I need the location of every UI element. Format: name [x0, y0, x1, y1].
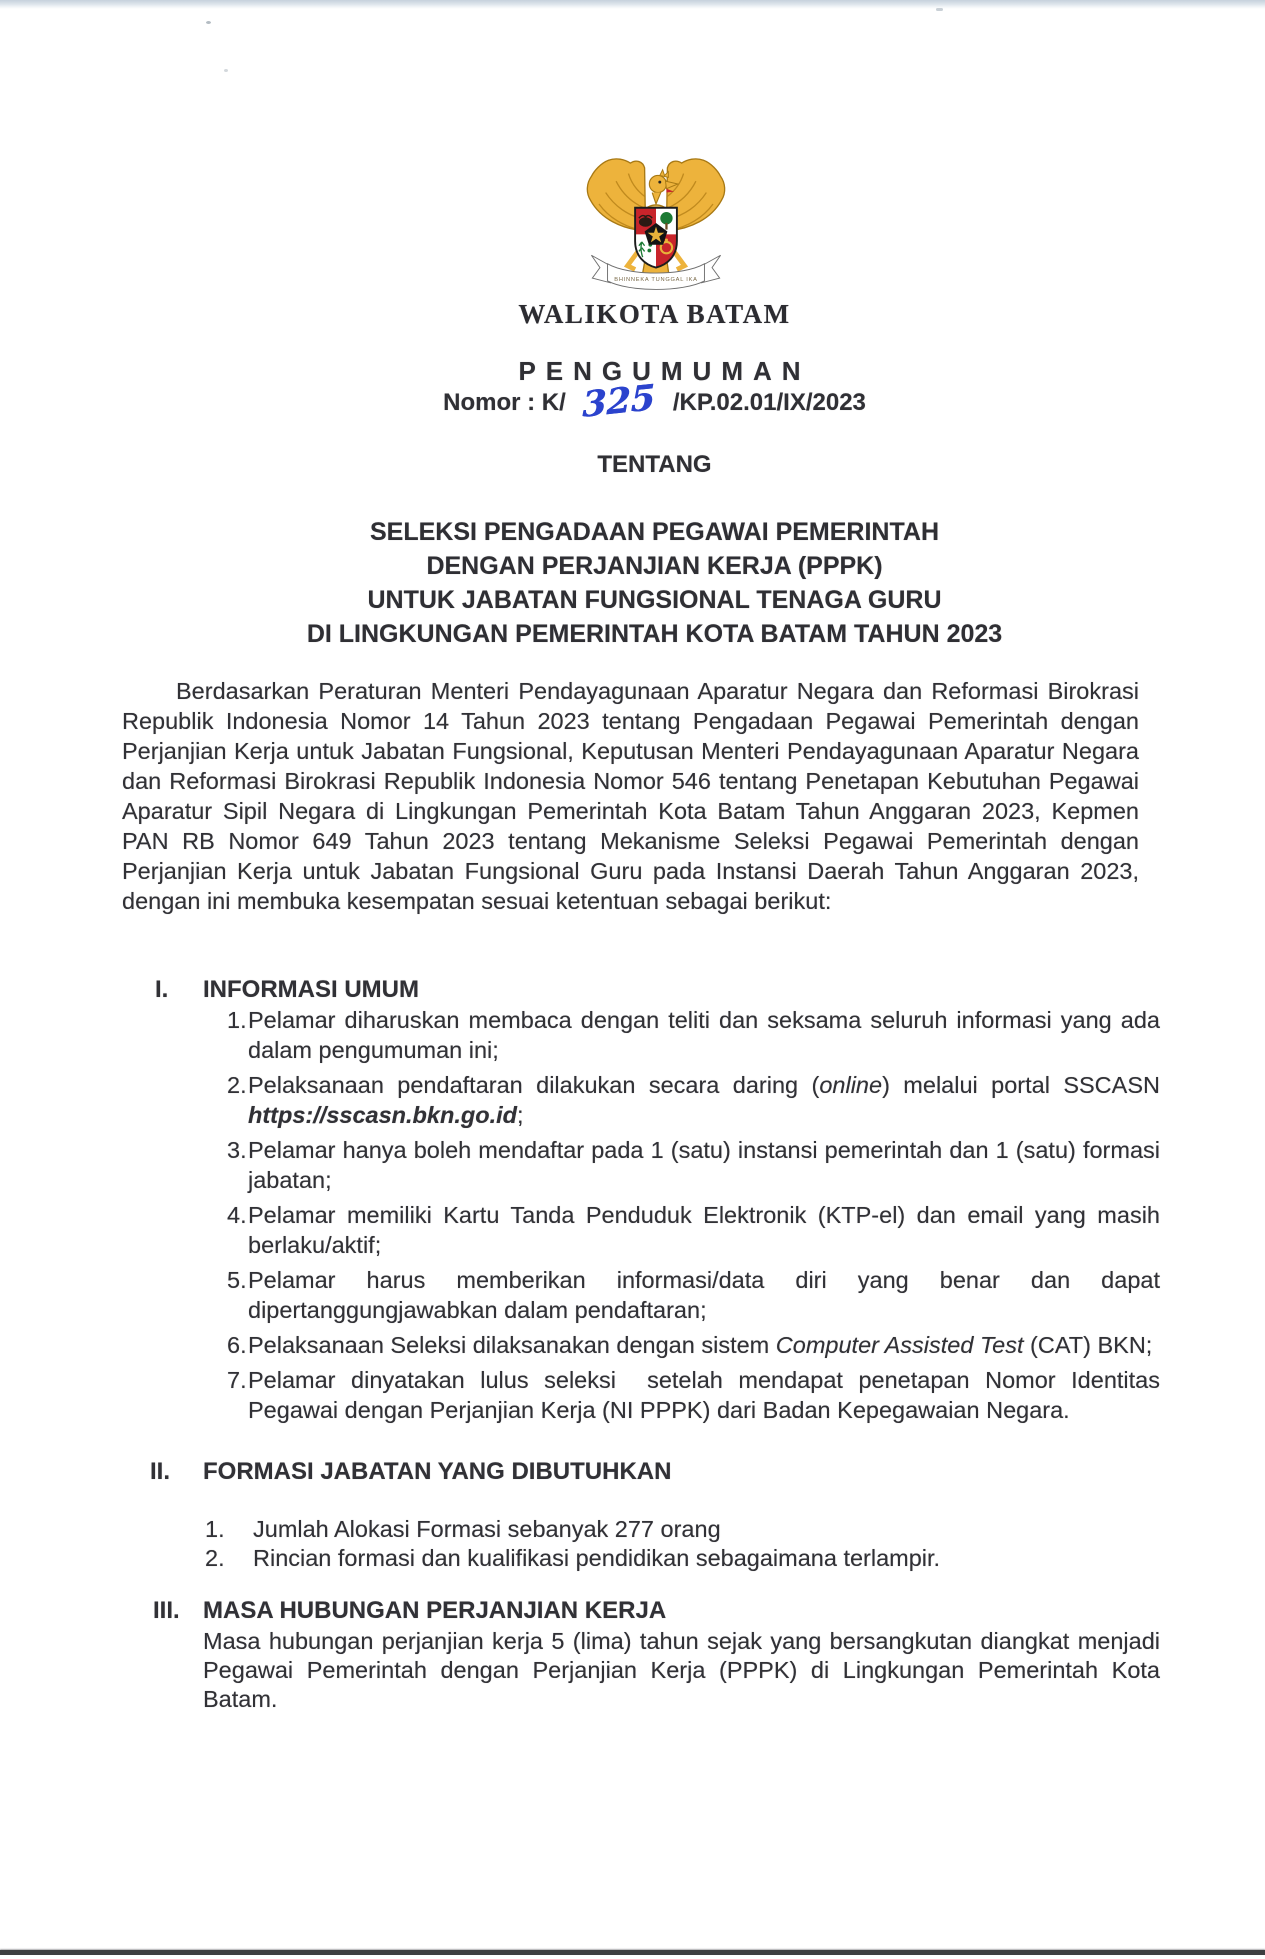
about-label: TENTANG	[597, 451, 712, 478]
list-item-text: Jumlah Alokasi Formasi sebanyak 277 orang	[253, 1516, 721, 1542]
section-title: FORMASI JABATAN YANG DIBUTUHKAN	[203, 1458, 672, 1485]
list-item-text: Pelaksanaan pendaftaran dilakukan secara daring (online) melalui portal SSCASN https://sscasn.bkn.go.id;	[248, 1072, 1167, 1128]
document-title	[22, 515, 1265, 651]
list-item	[122, 1544, 1160, 1573]
section-heading	[122, 1596, 1160, 1626]
list-item-text: Pelamar harus memberikan informasi/data diri yang benar dan dapat dipertanggungjawabkan dalam pendaftaran;	[248, 1267, 1167, 1323]
section-title: INFORMASI UMUM	[203, 976, 419, 1003]
section-numeral: III.	[153, 1597, 180, 1624]
list-item	[122, 1135, 1167, 1195]
list-item-number: 2.	[205, 1545, 225, 1571]
list-item-number: 1.	[227, 1007, 247, 1033]
list-item	[122, 1515, 1160, 1544]
list-item-text: Pelamar diharuskan membaca dengan teliti dan seksama seluruh informasi yang ada dalam pengumuman ini;	[248, 1007, 1167, 1063]
document-title-line: DI LINGKUNGAN PEMERINTAH KOTA BATAM TAHUN 2023	[306, 620, 1003, 648]
handwritten-number: 325	[581, 377, 655, 426]
list-item-number: 2.	[227, 1072, 247, 1098]
garuda-pancasila-emblem	[580, 148, 732, 296]
section-title: MASA HUBUNGAN PERJANJIAN KERJA	[203, 1597, 667, 1624]
list-item-number: 5.	[227, 1267, 247, 1293]
scan-edge-artifact-top	[0, 0, 1265, 9]
numbered-list	[122, 1005, 1167, 1425]
opening-paragraph: Berdasarkan Peraturan Menteri Pendayagunaan Aparatur Negara dan Reformasi Birokrasi Republik Indonesia Nomor 14 Tahun 2023 tentang Pengadaan Pegawai Pemerintah dengan Perjanjian Kerja untuk Jabatan Fungsional, Keputusan Menteri Pendayagunaan Aparatur Negara dan Reformasi Birokrasi Republik Indonesia Nomor 546 tentang Penetapan Kebutuhan Pegawai Aparatur Sipil Negara di Lingkungan Pemerintah Kota Batam Tahun Anggaran 2023, Kepmen PAN RB Nomor 649 Tahun 2023 tentang Mekanisme Seleksi Pegawai Pemerintah dengan Perjanjian Kerja untuk Jabatan Fungsional Guru pada Instansi Daerah Tahun Anggaran 2023, dengan ini membuka kesempatan sesuai ketentuan sebagai berikut:	[122, 678, 1139, 914]
document-type-heading: PENGUMUMAN	[518, 356, 811, 386]
section-numeral: I.	[155, 976, 169, 1003]
list-item-text: Pelamar memiliki Kartu Tanda Penduduk Elektronik (KTP-el) dan email yang masih berlaku/aktif;	[248, 1202, 1167, 1258]
section-i	[122, 975, 1167, 1425]
scan-speckle	[224, 69, 228, 72]
list-item	[122, 1070, 1167, 1130]
numbered-list	[122, 1515, 1160, 1573]
section-body: Masa hubungan perjanjian kerja 5 (lima) tahun sejak yang bersangkutan diangkat menjadi Pegawai Pemerintah dengan Perjanjian Kerja (PPPK) di Lingkungan Pemerintah Kota Batam.	[203, 1628, 1160, 1712]
list-item	[122, 1265, 1167, 1325]
document-number-suffix: /KP.02.01/IX/2023	[672, 389, 866, 416]
list-item	[122, 1365, 1167, 1425]
section-numeral: II.	[150, 1458, 171, 1485]
issuer-title: WALIKOTA BATAM	[518, 299, 791, 329]
section-iii	[122, 1596, 1160, 1714]
section-heading	[122, 1457, 1160, 1487]
scan-speckle	[206, 21, 211, 24]
document-number-prefix: Nomor : K/	[443, 389, 566, 416]
document-number-line	[22, 377, 1265, 426]
sections	[122, 975, 1167, 1714]
list-item-text: Pelamar hanya boleh mendaftar pada 1 (satu) instansi pemerintah dan 1 (satu) formasi jabatan;	[248, 1137, 1167, 1193]
list-item-text: Rincian formasi dan kualifikasi pendidikan sebagaimana terlampir.	[253, 1545, 941, 1571]
list-item	[122, 1330, 1160, 1360]
section-heading	[122, 975, 1160, 1005]
emblem-motto: BHINNEKA TUNGGAL IKA	[614, 276, 698, 283]
section-ii	[122, 1457, 1160, 1573]
list-item-text: Pelaksanaan Seleksi dilaksanakan dengan sistem Computer Assisted Test (CAT) BKN;	[248, 1332, 1153, 1358]
document-title-line: SELEKSI PENGADAAN PEGAWAI PEMERINTAH	[369, 518, 940, 546]
scan-edge-artifact-bottom	[0, 1950, 1265, 1955]
scan-speckle	[936, 8, 943, 11]
list-item	[122, 1200, 1167, 1260]
list-item-number: 4.	[227, 1202, 247, 1228]
list-item-number: 7.	[227, 1367, 247, 1393]
list-item-number: 1.	[205, 1516, 225, 1542]
list-item-number: 3.	[227, 1137, 247, 1163]
list-item	[122, 1005, 1167, 1065]
list-item-number: 6.	[227, 1332, 247, 1358]
document-title-line: DENGAN PERJANJIAN KERJA (PPPK)	[426, 552, 883, 580]
document-title-line: UNTUK JABATAN FUNGSIONAL TENAGA GURU	[367, 586, 942, 614]
list-item-text: Pelamar dinyatakan lulus seleksi setelah mendapat penetapan Nomor Identitas Pegawai dengan Perjanjian Kerja (NI PPPK) dari Badan Kepegawaian Negara.	[248, 1367, 1167, 1423]
